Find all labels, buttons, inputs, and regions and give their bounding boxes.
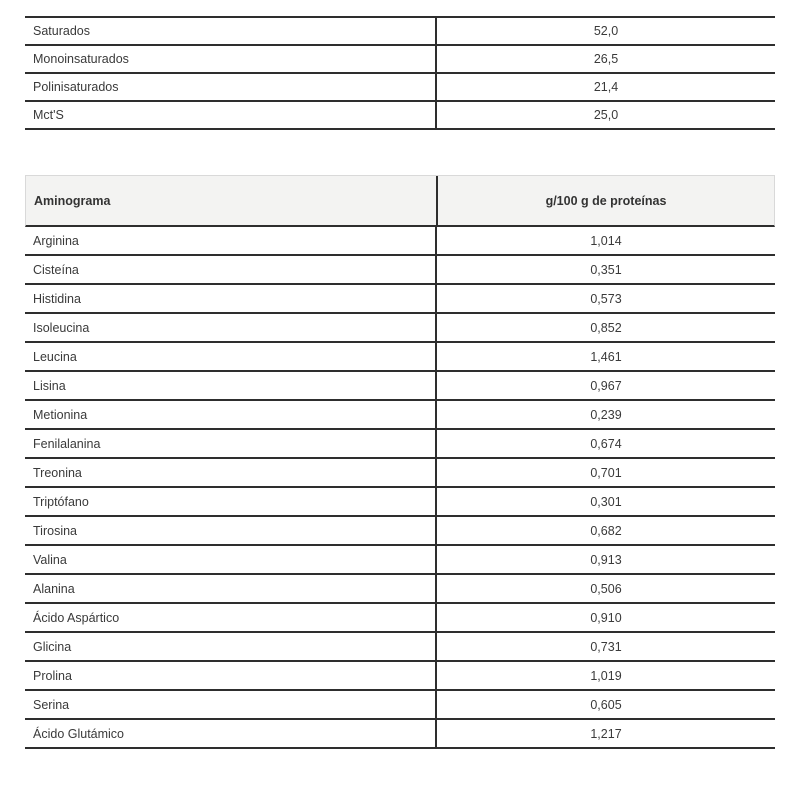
row-label: Cisteína	[33, 262, 79, 277]
row-value: 26,5	[435, 46, 775, 72]
table-row	[25, 430, 775, 459]
row-value: 0,701	[435, 459, 775, 486]
row-value: 0,852	[435, 314, 775, 341]
table-row	[25, 46, 775, 74]
row-value: 0,682	[435, 517, 775, 544]
row-label: Ácido Glutámico	[33, 726, 125, 741]
row-value: 1,014	[435, 227, 775, 254]
row-label: Tirosina	[33, 523, 77, 538]
row-value: 0,731	[435, 633, 775, 660]
table-row	[25, 546, 775, 575]
row-label: Valina	[33, 552, 67, 567]
aminogram-header-row	[25, 175, 775, 227]
row-label: Monoinsaturados	[33, 52, 129, 66]
table-row	[25, 343, 775, 372]
table-row	[25, 604, 775, 633]
table-row	[25, 691, 775, 720]
row-value: 0,506	[435, 575, 775, 602]
row-label: Fenilalanina	[33, 436, 101, 451]
row-value: 21,4	[435, 74, 775, 100]
table-row	[25, 227, 775, 256]
row-label: Triptófano	[33, 494, 89, 509]
fat-profile-table-body	[25, 18, 775, 130]
row-value: 0,301	[435, 488, 775, 515]
row-label: Arginina	[33, 233, 79, 248]
table-row	[25, 488, 775, 517]
table-row	[25, 372, 775, 401]
row-label: Alanina	[33, 581, 75, 596]
table-row	[25, 633, 775, 662]
row-value: 1,019	[435, 662, 775, 689]
table-row	[25, 18, 775, 46]
aminogram-header-label: Aminograma	[34, 193, 111, 208]
table-row	[25, 285, 775, 314]
table-row	[25, 256, 775, 285]
row-value: 0,239	[435, 401, 775, 428]
table-row	[25, 575, 775, 604]
row-label: Isoleucina	[33, 320, 90, 335]
row-value: 1,461	[435, 343, 775, 370]
row-label: Metionina	[33, 407, 88, 422]
table-row	[25, 662, 775, 691]
row-label: Polinisaturados	[33, 80, 119, 94]
row-value: 0,674	[435, 430, 775, 457]
row-label: Mct'S	[33, 108, 64, 122]
row-label: Ácido Aspártico	[33, 610, 120, 625]
row-label: Serina	[33, 697, 70, 712]
row-label: Leucina	[33, 349, 77, 364]
row-label: Lisina	[33, 378, 66, 393]
row-value: 52,0	[435, 18, 775, 44]
row-value: 25,0	[435, 102, 775, 128]
table-row	[25, 517, 775, 546]
table-row	[25, 74, 775, 102]
table-row	[25, 401, 775, 430]
row-value: 0,351	[435, 256, 775, 283]
table-row	[25, 102, 775, 130]
row-value: 1,217	[435, 720, 775, 747]
row-label: Treonina	[33, 465, 82, 480]
row-label: Histidina	[33, 291, 81, 306]
aminogram-table	[25, 175, 775, 749]
table-row	[25, 459, 775, 488]
table-row	[25, 314, 775, 343]
row-label: Prolina	[33, 668, 72, 683]
aminogram-table-body	[25, 227, 775, 749]
row-value: 0,573	[435, 285, 775, 312]
row-value: 0,605	[435, 691, 775, 718]
row-value: 0,913	[435, 546, 775, 573]
fat-profile-table	[25, 16, 775, 130]
row-label: Glicina	[33, 639, 72, 654]
aminogram-header-value: g/100 g de proteínas	[436, 176, 774, 225]
table-row	[25, 720, 775, 749]
row-label: Saturados	[33, 24, 90, 38]
row-value: 0,910	[435, 604, 775, 631]
row-value: 0,967	[435, 372, 775, 399]
